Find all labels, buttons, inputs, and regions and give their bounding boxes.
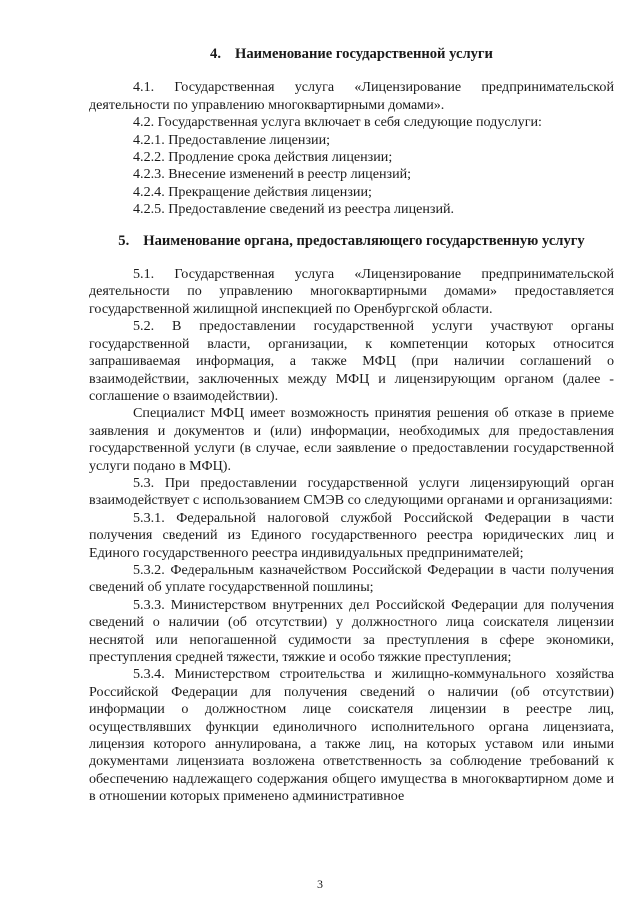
paragraph-4-2-3: 4.2.3. Внесение изменений в реестр лицензий; xyxy=(133,166,412,183)
paragraph-5-2: 5.2. В предоставлении государственной услуги участвуют органы государственной власти, организации, к компетенции которых относится запрашиваемая информация, а также МФЦ (при наличии соглашений о взаимодействии, заключенных между МФЦ и лицензирующим органом (далее - соглашение о взаимодействии). xyxy=(89,318,614,404)
section-5-heading xyxy=(89,233,614,250)
paragraph-5-3: 5.3. При предоставлении государственной услуги лицензирующий орган взаимодействует с использованием СМЭВ со следующими органами и организациями: xyxy=(89,474,614,509)
paragraph-5-1: 5.1. Государственная услуга «Лицензирование предпринимательской деятельности по управлению многоквартирными домами» предоставляется государственной жилищной инспекцией по Оренбургской области. xyxy=(89,266,614,317)
section-5-title: Наименование органа, предоставляющего государственную услугу xyxy=(143,232,585,249)
page-number: 3 xyxy=(317,877,323,891)
paragraph-4-2-2: 4.2.2. Продление срока действия лицензии; xyxy=(133,149,393,166)
paragraph-5-3-2: 5.3.2. Федеральным казначейством Российской Федерации в части получения сведений об уплате государственной пошлины; xyxy=(89,561,614,596)
paragraph-mfc-specialist: Специалист МФЦ имеет возможность принятия решения об отказе в приеме заявления и документов и (или) информации, необходимых для предоставления государственной услуги (в случае, если заявление о предоставлении государственной услуги подано в МФЦ). xyxy=(89,405,614,474)
paragraph-4-2-1: 4.2.1. Предоставление лицензии; xyxy=(133,131,331,148)
section-4-number: 4. xyxy=(210,46,221,62)
paragraph-4-2-5: 4.2.5. Предоставление сведений из реестра лицензий. xyxy=(133,201,455,218)
paragraph-5-3-1: 5.3.1. Федеральной налоговой службой Российской Федерации в части получения сведений из Единого государственного реестра юридических лиц и Единого государственного реестра индивидуальных предпринимателей; xyxy=(89,509,614,561)
paragraph-4-2: 4.2. Государственная услуга включает в себя следующие подуслуги: xyxy=(133,114,542,131)
paragraph-4-1: 4.1. Государственная услуга «Лицензирование предпринимательской деятельности по управлению многоквартирными домами». xyxy=(89,79,614,113)
section-4-title: Наименование государственной услуги xyxy=(234,46,493,62)
paragraph-5-3-3: 5.3.3. Министерством внутренних дел Российской Федерации для получения сведений о наличии (об отсутствии) у должностного лица соискателя лицензии неснятой или непогашенной судимости за преступления в сфере экономики, преступления средней тяжести, тяжкие и особо тяжкие преступления; xyxy=(89,596,614,665)
document-page xyxy=(89,40,614,806)
section-5-number: 5. xyxy=(118,232,130,249)
paragraph-4-2-4: 4.2.4. Прекращение действия лицензии; xyxy=(133,183,372,200)
paragraph-5-3-4: 5.3.4. Министерством строительства и жилищно-коммунального хозяйства Российской Федерации для получения сведений о наличии (об отсутствии) информации о должностном лице соискателя лицензии в реестре лиц, осуществлявших функции единоличного исполнительного органа лицензиата, лицензия которого аннулирована, а также лиц, на которых уставом или иными документами лицензиата возложена ответственность за соблюдение требований к обеспечению надлежащего содержания общего имущества в многоквартирном доме и в отношении которых применено административное xyxy=(89,666,614,805)
section-4-heading xyxy=(89,46,614,63)
